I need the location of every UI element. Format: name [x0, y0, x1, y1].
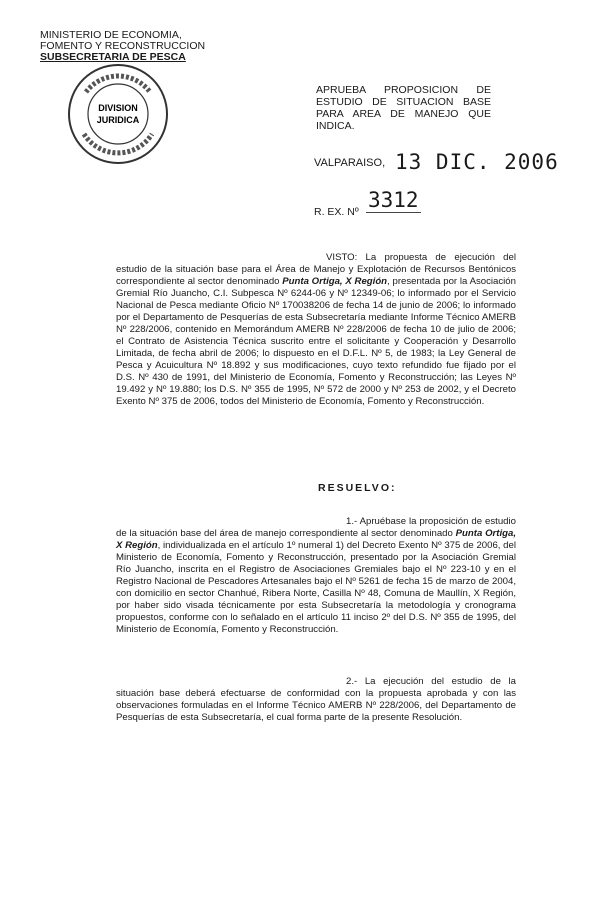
resuelvo-heading: RESUELVO: [318, 482, 397, 494]
stamp-text-division: DIVISION [98, 103, 138, 113]
ministry-line-2: FOMENTO Y RECONSTRUCCION [40, 40, 206, 52]
place-label: VALPARAISO, [314, 157, 386, 169]
rex-label: R. EX. Nº [314, 206, 359, 218]
visto-paragraph [116, 252, 516, 408]
ministry-header [40, 30, 205, 63]
point1-sector: Punta Ortiga, X Región [116, 528, 516, 551]
rex-number: 3312 [368, 188, 419, 212]
point1-text-b: , individualizada en el artículo 1º numeral 1) del Decreto Exento Nº 375 de 2006, del Ministerio de Economía, Fomento y Reconstrucción, presentado por la Asociación Gremial Río Juancho, inscrita en el Registro de Asociaciones Gremiales bajo el Nº 223-10 y en el Registro Nacional de Pescadores Artesanales bajo el Nº 5261 de fecha 15 de marzo de 2004, con domicilio en sector Chanhué, Ribera Norte, Casilla Nº 48, Comuna de Maullín, X Región, por haber sido visada técnicamente por esta Subsecretaría la metodología y cronograma propuestos, conforme con lo señalado en el artículo 11 inciso 2º del D.S. Nº 355 de 1995, del Ministerio de Economía, Fomento y Reconstrucción. [116, 540, 516, 635]
point-2-paragraph [116, 676, 516, 724]
resolution-title: APRUEBA PROPOSICION DE ESTUDIO DE SITUACION BASE PARA AREA DE MANEJO QUE INDICA. [316, 84, 491, 132]
division-juridica-stamp [66, 62, 170, 166]
visto-sector: Punta Ortiga, X Región [282, 276, 388, 287]
stamp-text-juridica: JURIDICA [96, 115, 140, 125]
visto-text-b: , presentada por la Asociación Gremial Río Juancho, C.I. Subpesca Nº 6244-06 y Nº 12349-06; lo informado por el Servicio Nacional de Pesca mediante Oficio Nº 170038206 de fecha 14 de junio de 2006; lo informado por el Departamento de Pesquerías de esta Subsecretaría mediante Informe Técnico AMERB Nº 228/2006, contenido en Memorándum AMERB Nº 228/2006 de fecha 10 de julio de 2006; el Contrato de Asistencia Técnica suscrito entre el solicitante y Cooperación y Desarrollo Limitada, de fecha abril de 2006; lo dispuesto en el D.F.L. Nº 5, de 1983; la Ley General de Pesca y Acuicultura Nº 18.892 y sus modificaciones, cuyo texto refundido fue fijado por el D.S. Nº 430 de 1991, del Ministerio de Economía, Fomento y Reconstrucción; las Leyes Nº 19.492 y Nº 19.880; los D.S. Nº 355 de 1995, Nº 572 de 2000 y Nº 253 de 2002, y el Decreto Exento Nº 375 de 2006, todos del Ministerio de Economía, Fomento y Reconstrucción. [116, 276, 516, 407]
visto-text-a: VISTO: La propuesta de ejecución del estudio de la situación base para el Área de Manejo y Explotación de Recursos Bentónicos correspondiente al sector denominado [116, 252, 516, 287]
ministry-line-1: MINISTERIO DE ECONOMIA, [40, 29, 182, 41]
date-stamp: 13 DIC. 2006 [395, 150, 559, 174]
subsecretaria-line: SUBSECRETARIA DE PESCA [40, 51, 186, 63]
point2-text: 2.- La ejecución del estudio de la situación base deberá efectuarse de conformidad con la propuesta aprobada y con las observaciones formuladas en el Informe Técnico AMERB Nº 228/2006, del Departamento de Pesquerías de esta Subsecretaría, el cual forma parte de la presente Resolución. [116, 676, 516, 723]
point-1-paragraph [116, 516, 516, 636]
point1-text-a: 1.- Apruébase la proposición de estudio de la situación base del área de manejo correspondiente al sector denominado [116, 516, 516, 539]
